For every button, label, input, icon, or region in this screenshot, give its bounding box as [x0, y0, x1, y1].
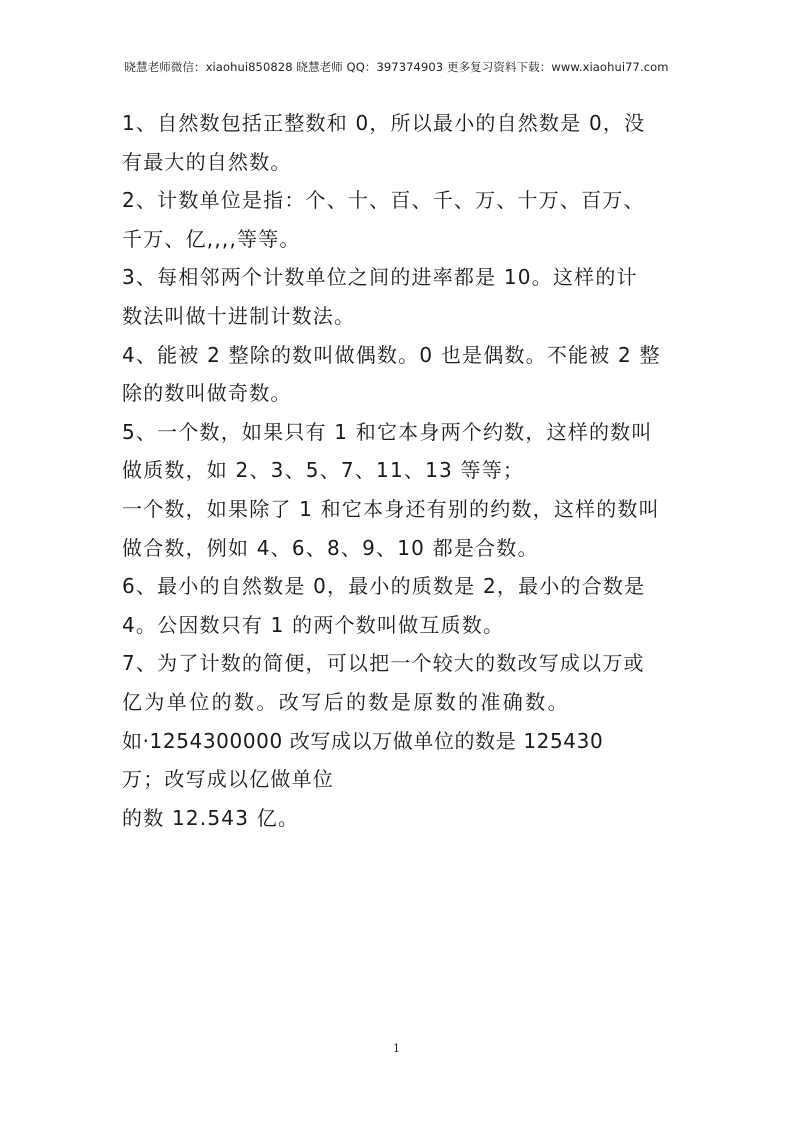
text-line: 做合数，例如 4、6、8、9、10 都是合数。: [122, 535, 539, 560]
text-line: 一个数，如果除了 1 和它本身还有别的约数，这样的数叫: [122, 496, 660, 521]
text-line: 6、最小的自然数是 0，最小的质数是 2，最小的合数是: [122, 574, 646, 599]
text-line: 4、能被 2 整除的数叫做偶数。0 也是偶数。不能被 2 整: [122, 342, 661, 367]
text-line: 除的数叫做奇数。: [122, 381, 292, 406]
page-number: 1: [393, 1042, 400, 1055]
document-body: [122, 104, 674, 837]
text-line: 5、一个数，如果只有 1 和它本身两个约数，这样的数叫: [122, 419, 653, 444]
text-line: 万；改写成以亿做单位: [122, 767, 334, 792]
text-line: 7、为了计数的简便，可以把一个较大的数改写成以万或: [122, 651, 645, 676]
text-line: 做质数，如 2、3、5、7、11、13 等等；: [122, 458, 525, 483]
text-line: 有最大的自然数。: [122, 149, 292, 174]
text-line: 如·1254300000 改写成以万做单位的数是 125430: [122, 728, 604, 753]
text-line: 4。公因数只有 1 的两个数叫做互质数。: [122, 612, 505, 637]
text-line: 的数 12.543 亿。: [122, 805, 300, 830]
text-line: 3、每相邻两个计数单位之间的进率都是 10。这样的计: [122, 265, 638, 290]
text-line: 数法叫做十进制计数法。: [122, 303, 356, 328]
text-line: 2、计数单位是指：个、十、百、千、万、十万、百万、: [122, 188, 645, 213]
text-line: 亿为单位的数。改写后的数是原数的准确数。: [122, 689, 570, 714]
text-line: 1、自然数包括正整数和 0，所以最小的自然数是 0，没: [122, 111, 646, 135]
page-header: 晓慧老师微信：xiaohui850828 晓慧老师 QQ：397374903 更多复习资料下载：www.xiaohui77.com: [124, 60, 669, 74]
text-line: 千万、亿,,,,等等。: [122, 226, 301, 251]
